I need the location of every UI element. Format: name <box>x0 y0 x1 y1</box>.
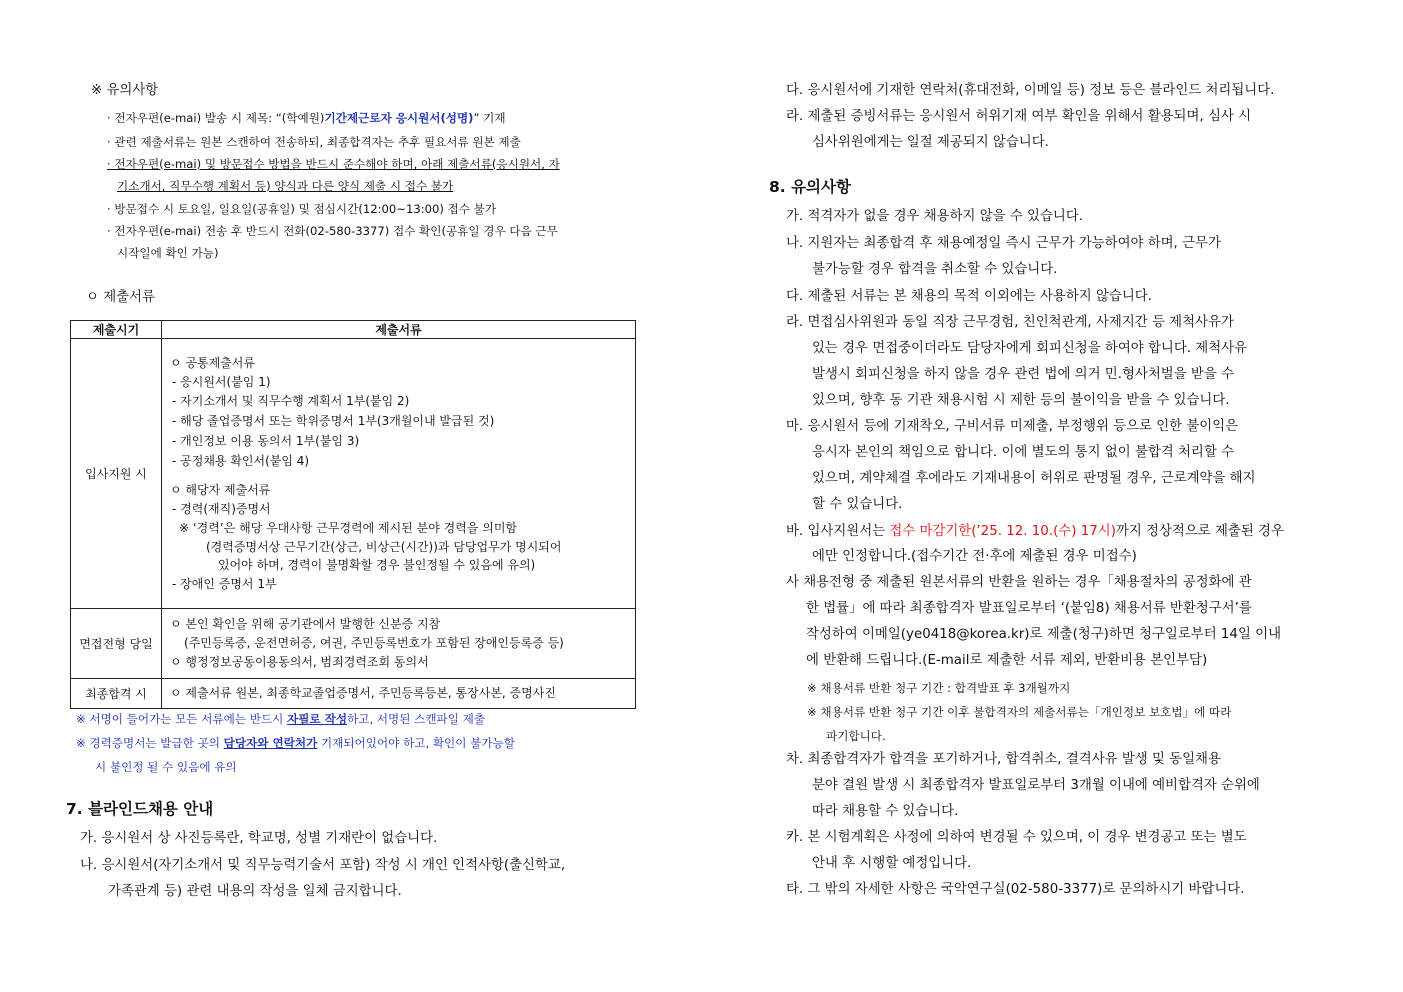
section8-line: 가. 적격자가 없을 경우 채용하지 않을 수 있습니다. <box>786 209 1084 224</box>
section8-line: 있으며, 향후 동 기관 채용시험 시 제한 등의 불이익을 받을 수 있습니다. <box>812 393 1230 408</box>
table-header-row <box>71 321 636 339</box>
row-docs <box>162 679 636 709</box>
row-label: 입사지원 시 <box>71 339 162 609</box>
section7-item: 나. 응시원서(자기소개서 및 직무능력기술서 포함) 작성 시 개인 인적사항(출신학교, <box>80 858 566 873</box>
documents-table <box>70 320 636 709</box>
return-line: 에 반환해 드립니다.(E-mail로 제출한 서류 제외, 반환비용 본인부담) <box>806 653 1208 668</box>
blue-note-career-line2: 시 불인정 될 수 있음에 유의 <box>95 760 237 774</box>
notice-item-phone-line2: 시작일에 확인 가능) <box>117 246 219 260</box>
row-label: 최종합격 시 <box>71 679 162 709</box>
doc-line: 있어야 하며, 경력이 불명확할 경우 불인정될 수 있음에 유의) <box>218 558 536 572</box>
section8-line: 발생시 회피신청을 하지 않을 경우 관련 법에 의거 민.형사처벌을 받을 수 <box>812 367 1234 382</box>
table-row <box>71 339 636 609</box>
section8-title: 8. 유의사항 <box>769 178 851 196</box>
row-docs <box>162 339 636 609</box>
table-row <box>71 609 636 679</box>
notice-title: ※ 유의사항 <box>91 83 159 98</box>
blue-note-career-line1: ※ 경력증명서는 발급한 곳의 담당자와 연락처가 기재되어있어야 하고, 확인이 불가능할 <box>76 736 515 750</box>
final-line: 카. 본 시험계획은 사정에 의하여 변경될 수 있으며, 이 경우 변경공고 또는 별도 <box>786 830 1247 845</box>
doc-line: ㅇ 본인 확인을 위해 공기관에서 발행한 신분증 지참 <box>170 617 441 631</box>
section8-line: 라. 면접심사위원과 동일 직장 근무경험, 친인척관계, 사제지간 등 제척사유가 <box>786 315 1234 330</box>
final-line: 안내 후 시행할 예정입니다. <box>812 856 972 871</box>
right-item: 라. 제출된 증빙서류는 응시원서 허위기재 여부 확인을 위해서 활용되며, 심사 시 <box>786 109 1252 124</box>
small-note: ※ 채용서류 반환 청구 기간 이후 불합격자의 제출서류는「개인정보 보호법」에 따라 <box>807 705 1232 719</box>
right-item: 다. 응시원서에 기재한 연락처(휴대전화, 이메일 등) 정보 등은 블라인드 처리됩니다. <box>786 83 1275 98</box>
doc-line: - 응시원서(붙임 1) <box>172 375 271 389</box>
deadline-line2: 에만 인정합니다.(접수기간 전·후에 제출된 경우 미접수) <box>812 549 1137 564</box>
notice-item-phone-line1: · 전자우편(e-mai) 전송 후 반드시 전화(02-580-3377) 접수 확인(공휴일 경우 다음 근무 <box>107 224 558 238</box>
doc-line: (경력증명서상 근무기간(상근, 비상근(시간))과 담당업무가 명시되어 <box>206 540 562 554</box>
right-item: 심사위원에게는 일절 제공되지 않습니다. <box>812 135 1049 150</box>
docs-title: ㅇ 제출서류 <box>86 290 155 305</box>
doc-line: (주민등록증, 운전면허증, 여권, 주민등록번호가 포함된 장애인등록증 등) <box>184 636 564 650</box>
small-note: 파기합니다. <box>826 729 886 743</box>
table-header: 제출시기 <box>71 321 162 339</box>
table-row <box>71 679 636 709</box>
doc-line: ㅇ 공통제출서류 <box>170 356 255 370</box>
blue-note-signature: ※ 서명이 들어가는 모든 서류에는 반드시 자필로 작성하고, 서명된 스캔파일 제출 <box>76 712 486 726</box>
notice-item-visit: · 방문접수 시 토요일, 일요일(공휴일) 및 점심시간(12:00~13:00) 접수 불가 <box>107 202 497 216</box>
blue-note-emphasis: 자필로 작성 <box>287 712 348 726</box>
notice-item-format-line2: 기소개서, 직무수행 계획서 등) 양식과 다른 양식 제출 시 접수 불가 <box>117 179 454 193</box>
row-label: 면접전형 당일 <box>71 609 162 679</box>
blue-note-emphasis: 담당자와 연락처가 <box>223 736 318 750</box>
section7-item: 가족관계 등) 관련 내용의 작성을 일체 금지합니다. <box>108 884 402 899</box>
final-line: 타. 그 밖의 자세한 사항은 국악연구실(02-580-3377)로 문의하시기 바랍니다. <box>786 882 1245 897</box>
deadline-highlight: 접수 마감기한(’25. 12. 10.(수) 17시) <box>889 524 1116 539</box>
section7-item: 가. 응시원서 상 사진등록란, 학교명, 성별 기재란이 없습니다. <box>80 831 438 846</box>
doc-line: - 경력(재직)증명서 <box>172 502 271 516</box>
section8-line: 있는 경우 면접중이더라도 담당자에게 회피신청을 하여야 합니다. 제척사유 <box>812 341 1248 356</box>
notice-item-format-line1: · 전자우편(e-mai) 및 방문접수 방법을 반드시 준수해야 하며, 아래 제출서류(응시원서, 자 <box>107 157 560 171</box>
deadline-line1: 바. 입사지원서는 접수 마감기한(’25. 12. 10.(수) 17시)까지 정상적으로 제출된 경우 <box>786 524 1284 539</box>
section8-line: 있으며, 계약체결 후에라도 기재내용이 허위로 판명될 경우, 근로계약을 해지 <box>812 471 1256 486</box>
doc-line: ㅇ 행정정보공동이용동의서, 범죄경력조회 동의서 <box>170 655 429 669</box>
notice-item-email-subject: · 전자우편(e-mai) 발송 시 제목: “(학예원)기간제근로자 응시원서(성명)” 기재 <box>107 111 506 125</box>
doc-line: ㅇ 해당자 제출서류 <box>170 483 271 497</box>
return-line: 사 채용전형 중 제출된 원본서류의 반환을 원하는 경우「채용절차의 공정화에 관 <box>786 575 1252 590</box>
doc-line: - 해당 졸업증명서 또는 학위증명서 1부(3개월이내 발급된 것) <box>172 414 495 428</box>
final-line: 분야 결원 발생 시 최종합격자 발표일로부터 3개월 이내에 예비합격자 순위에 <box>812 778 1260 793</box>
small-note: ※ 채용서류 반환 청구 기간 : 합격발표 후 3개월까지 <box>807 681 1071 695</box>
return-line: 한 법률」에 따라 최종합격자 발표일로부터 ‘(붙임8) 채용서류 반환청구서’를 <box>806 601 1252 616</box>
final-line: 차. 최종합격자가 합격을 포기하거나, 합격취소, 결격사유 발생 및 동일채용 <box>786 752 1221 767</box>
return-line: 작성하여 이메일(ye0418@korea.kr)로 제출(청구)하면 청구일로부터 14일 이내 <box>806 627 1282 642</box>
row-docs <box>162 609 636 679</box>
doc-line: - 개인정보 이용 동의서 1부(붙임 3) <box>172 434 360 448</box>
doc-line: - 공정채용 확인서(붙임 4) <box>172 454 310 468</box>
doc-line: ㅇ 제출서류 원본, 최종학교졸업증명서, 주민등록등본, 통장사본, 증명사진 <box>170 686 556 700</box>
section7-title: 7. 블라인드채용 안내 <box>66 800 214 818</box>
table-header: 제출서류 <box>162 321 636 339</box>
doc-line: - 자기소개서 및 직무수행 계획서 1부(붙임 2) <box>172 394 410 408</box>
final-line: 따라 채용할 수 있습니다. <box>812 804 959 819</box>
section8-line: 나. 지원자는 최종합격 후 채용예정일 즉시 근무가 가능하여야 하며, 근무가 <box>786 236 1221 251</box>
section8-line: 불가능할 경우 합격을 취소할 수 있습니다. <box>812 262 1058 277</box>
section8-line: 다. 제출된 서류는 본 채용의 목적 이외에는 사용하지 않습니다. <box>786 289 1152 304</box>
doc-line: ※ ‘경력’은 해당 우대사항 근무경력에 제시된 분야 경력을 의미함 <box>179 521 518 535</box>
email-subject-highlight: 기간제근로자 응시원서(성명) <box>324 111 474 125</box>
section8-line: 마. 응시원서 등에 기재착오, 구비서류 미제출, 부정행위 등으로 인한 불이익은 <box>786 419 1239 434</box>
doc-line: - 장애인 증명서 1부 <box>172 577 277 591</box>
notice-item-scan: · 관련 제출서류는 원본 스캔하여 전송하되, 최종합격자는 추후 필요서류 원본 제출 <box>107 135 521 149</box>
section8-line: 응시자 본인의 책임으로 합니다. 이에 별도의 통지 없이 불합격 처리할 수 <box>812 445 1234 460</box>
section8-line: 할 수 있습니다. <box>812 497 903 512</box>
